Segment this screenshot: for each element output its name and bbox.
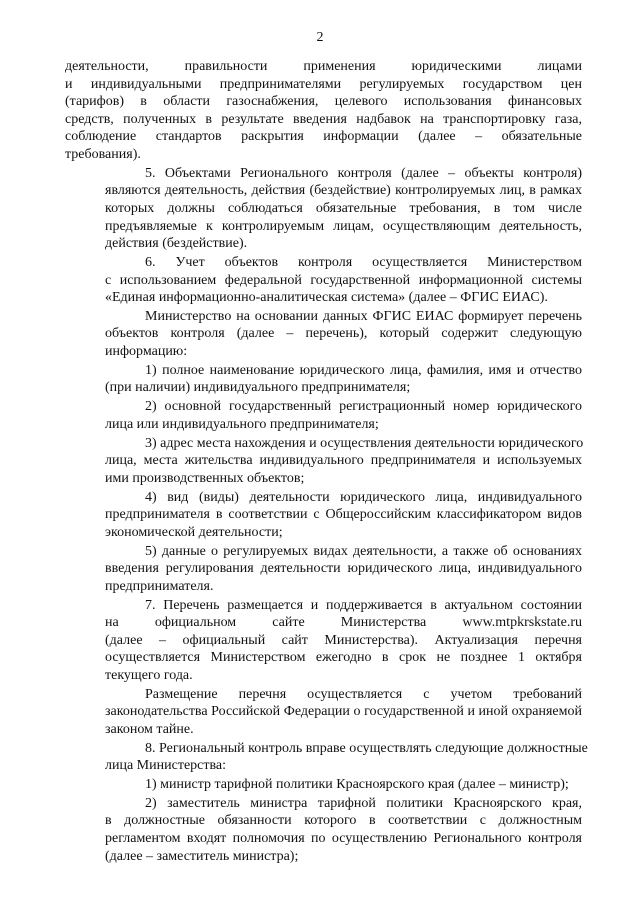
text-line: на официальном сайте Министерства www.mtpkrskstate.ru (105, 615, 582, 631)
text-line: регламентом входят полномочия по осуществлению Регионального контроля (105, 830, 582, 846)
paragraph (65, 489, 582, 542)
text-line: предпринимателя. (105, 578, 214, 594)
text-line: объектов контроля (далее – перечень), который содержит следующую (105, 326, 582, 342)
text-line: требования). (65, 146, 141, 162)
text-line: (тарифов) в области газоснабжения, целевого использования финансовых (65, 94, 582, 110)
text-line: лица Министерства: (105, 758, 227, 774)
text-line: 1) министр тарифной политики Красноярского края (далее – министр); (145, 777, 569, 792)
text-line: 5. Объектами Регионального контроля (далее – объекты контроля) (145, 165, 582, 181)
text-line: 3) адрес места нахождения и осуществления деятельности юридического (145, 435, 584, 451)
text-line: текущего года. (105, 667, 193, 683)
text-line: законом тайне. (105, 721, 194, 737)
text-line: экономической деятельности; (105, 524, 283, 540)
paragraph (65, 165, 582, 253)
text-line: 2) заместитель министра тарифной политики Красноярского края, (145, 795, 582, 811)
text-line: действия (бездействие). (105, 236, 248, 252)
paragraph (65, 254, 582, 307)
paragraph (65, 740, 588, 775)
text-line: и индивидуальными предпринимателями регулируемых государством цен (65, 76, 582, 92)
paragraph (65, 308, 582, 361)
paragraph (65, 686, 582, 739)
paragraph (65, 795, 582, 865)
text-line: 8. Региональный контроль вправе осуществлять следующие должностные (145, 740, 588, 756)
text-line: информацию: (105, 344, 188, 360)
text-line: введения регулирования деятельности юридического лица, индивидуального (105, 561, 582, 577)
text-line: предъявляемые к контролируемым лицам, осуществляющим деятельность, (105, 218, 582, 234)
text-line: которых должны соблюдаться обязательные требования, в том числе (105, 200, 582, 216)
text-line: 6. Учет объектов контроля осуществляется Министерством (145, 254, 582, 270)
text-line: «Единая информационно-аналитическая система» (далее – ФГИС ЕИАС). (105, 290, 548, 306)
text-line: являются деятельность, действия (бездействие) контролируемых лиц, в рамках (105, 183, 582, 199)
text-line: лица или индивидуального предпринимателя; (105, 416, 379, 432)
document-body (65, 58, 588, 866)
paragraph (65, 398, 582, 433)
text-line: 2) основной государственный регистрационный номер юридического (145, 399, 582, 415)
text-line: лица, места жительства индивидуального предпринимателя и используемых (105, 453, 582, 469)
text-line: 4) вид (виды) деятельности юридического лица, индивидуального (145, 489, 582, 505)
text-line: ими производственных объектов; (105, 470, 305, 486)
text-line: (далее – заместитель министра); (105, 848, 299, 864)
text-line: 1) полное наименование юридического лица, фамилия, имя и отчество (145, 362, 582, 378)
page-number: 2 (316, 30, 324, 45)
paragraph (65, 597, 582, 685)
text-line: предпринимателя в соответствии с Общероссийским классификатором видов (105, 507, 582, 523)
paragraph (65, 435, 582, 488)
text-line: Размещение перечня осуществляется с учетом требований (145, 686, 582, 702)
paragraph (65, 362, 582, 397)
paragraph (65, 543, 582, 596)
text-line: средств, полученных в результате введения надбавок на транспортировку газа, (65, 111, 582, 127)
text-line: деятельности, правильности применения юридическими лицами (65, 59, 582, 74)
text-line: (далее – официальный сайт Министерства). Актуализация перечня (105, 632, 582, 648)
text-line: (при наличии) индивидуального предпринимателя; (105, 380, 411, 396)
paragraph (65, 58, 582, 164)
text-line: законодательства Российской Федерации о государственной и иной охраняемой (105, 704, 582, 720)
text-line: Министерство на основании данных ФГИС ЕИАС формирует перечень (145, 308, 582, 324)
text-line: 5) данные о регулируемых видах деятельности, а также об основаниях (145, 543, 582, 559)
text-line: с использованием федеральной государственной информационной системы (105, 272, 582, 288)
text-line: в должностные обязанности которого в соответствии с должностным (105, 813, 582, 829)
text-line: 7. Перечень размещается и поддерживается в актуальном состоянии (145, 597, 582, 613)
text-line: соблюдение стандартов раскрытия информации (далее – обязательные (65, 129, 582, 145)
text-line: осуществляется Министерством ежегодно в срок не позднее 1 октября (105, 650, 582, 666)
paragraph (65, 776, 582, 794)
